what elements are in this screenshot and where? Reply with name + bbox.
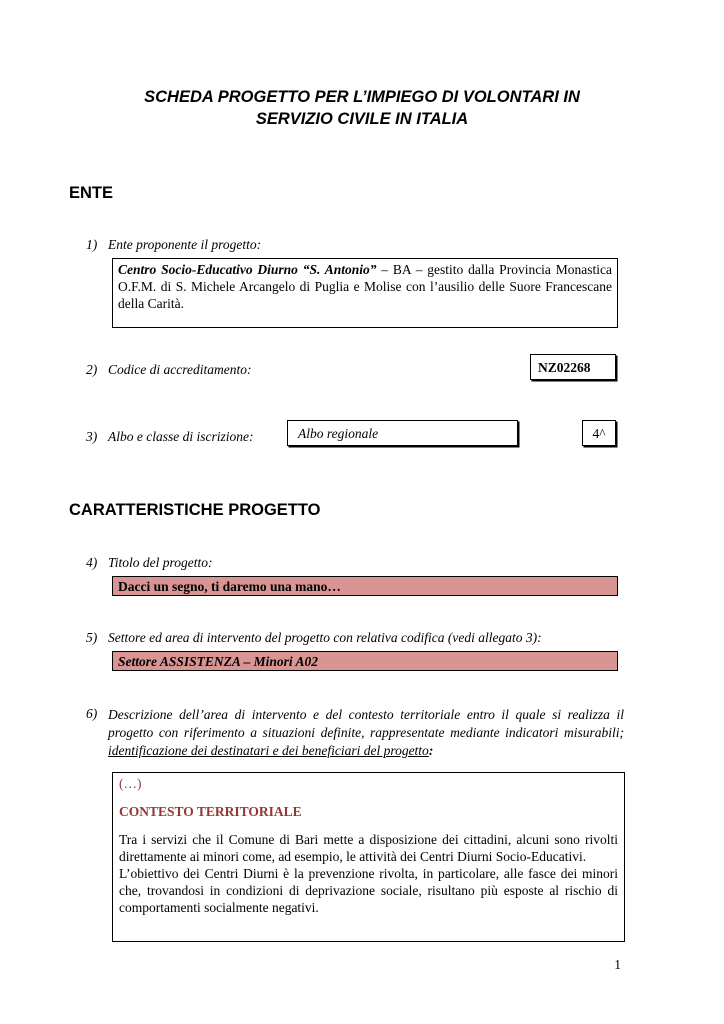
description-paragraph-2: L’obiettivo dei Centri Diurni è la prevenzione rivolta, in particolare, alle fasce dei minori che, trovandosi in condizioni di deprivazione sociale, risultano più esposte al rischio di comportamenti socialmente negativi. <box>119 866 618 915</box>
section-heading-ente: ENTE <box>69 184 114 202</box>
description-paragraph-1: Tra i servizi che il Comune di Bari mette a disposizione dei cittadini, alcuni sono rivolti direttamente ai minori come, ad esempio, le attività dei Centri Diurni Socio-Educativi. <box>119 832 618 864</box>
section-heading-caratteristiche: CARATTERISTICHE PROGETTO <box>69 501 321 519</box>
albo-box: Albo regionale <box>287 420 518 446</box>
ente-proponente-box <box>112 258 618 328</box>
classe-box: 4^ <box>582 420 616 446</box>
omission-marker: (…) <box>119 776 142 791</box>
question-3-number: 3) <box>86 429 98 444</box>
question-6-label <box>108 706 624 760</box>
question-3-label: Albo e classe di iscrizione: <box>108 429 254 444</box>
document-title <box>0 86 724 130</box>
question-1-label: Ente proponente il progetto: <box>108 237 262 252</box>
ente-description: – BA – gestito dalla Provincia Monastica O.F.M. di S. Michele Arcangelo di Puglia e Molise con l’ausilio delle Suore Francescane della Carità. <box>118 262 612 311</box>
question-5-number: 5) <box>86 630 98 645</box>
sector-box: Settore ASSISTENZA – Minori A02 <box>112 651 618 671</box>
title-line-1: SCHEDA PROGETTO PER L’IMPIEGO DI VOLONTARI IN <box>144 88 580 106</box>
question-6-underlined-text: identificazione dei destinatari e dei beneficiari del progetto <box>108 743 429 758</box>
description-box <box>112 772 625 942</box>
question-5-label: Settore ed area di intervento del progetto con relativa codifica (vedi allegato 3): <box>108 630 542 645</box>
ente-name: Centro Socio-Educativo Diurno “S. Antonio” <box>118 262 377 277</box>
contesto-heading: CONTESTO TERRITORIALE <box>119 804 302 819</box>
question-2-number: 2) <box>86 362 98 377</box>
question-2-label: Codice di accreditamento: <box>108 362 252 377</box>
page-number: 1 <box>614 957 621 972</box>
question-4-number: 4) <box>86 555 98 570</box>
title-line-2: SERVIZIO CIVILE IN ITALIA <box>255 110 469 128</box>
accreditation-code-box: NZ02268 <box>530 354 616 380</box>
question-4-label: Titolo del progetto: <box>108 555 213 570</box>
question-1-number: 1) <box>86 237 98 252</box>
question-6-number: 6) <box>86 706 98 721</box>
question-6-text: Descrizione dell’area di intervento e del contesto territoriale entro il quale si realizza il progetto con riferimento a situazioni definite, rappresentate mediante indicatori misurabili; <box>108 707 624 740</box>
project-title-box: Dacci un segno, ti daremo una mano… <box>112 576 618 596</box>
question-6-colon: : <box>428 743 434 758</box>
